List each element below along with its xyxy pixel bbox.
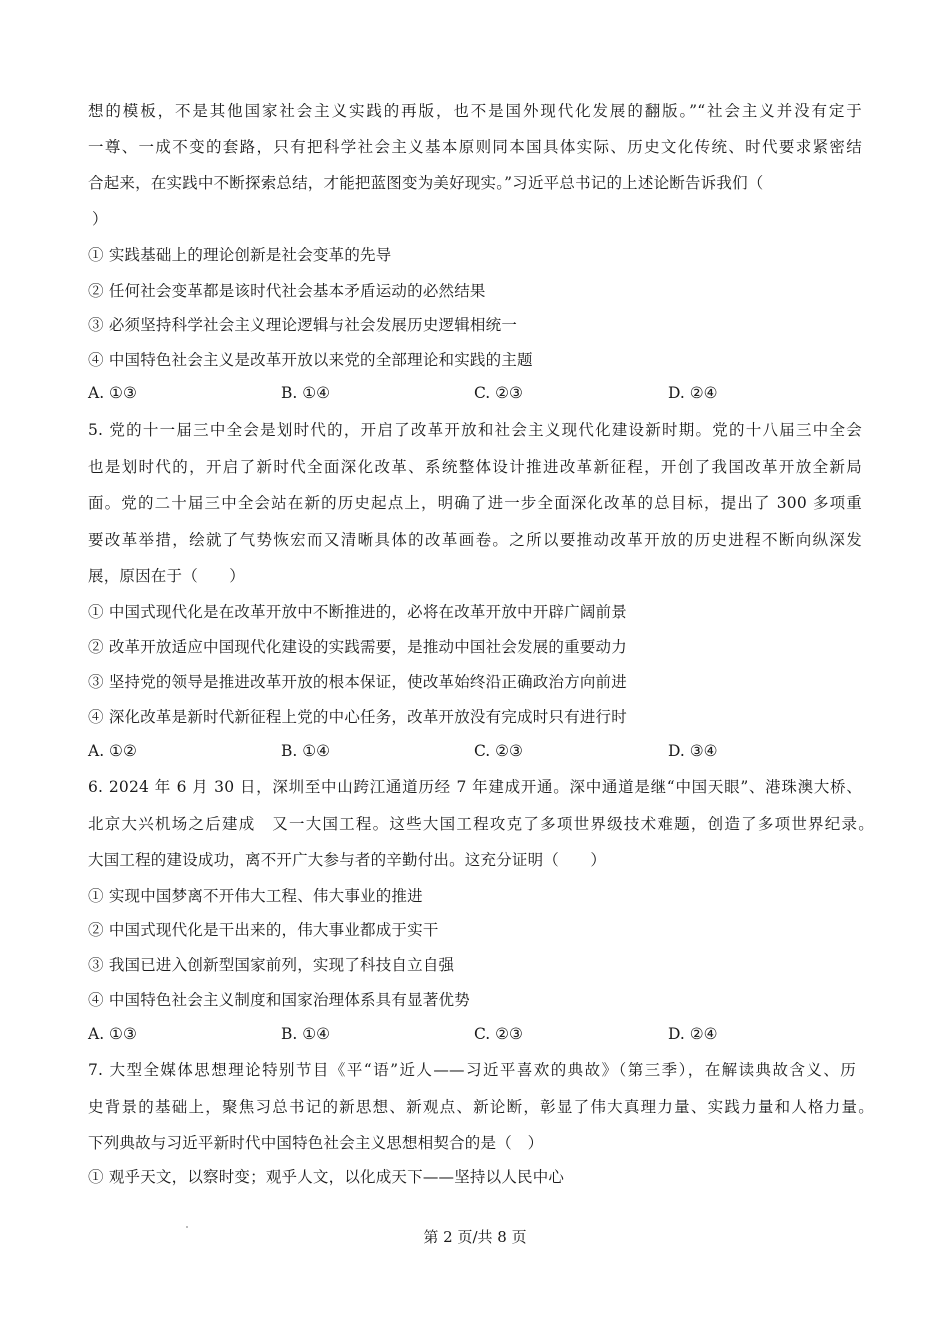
page-footer: 第 2 页/共 8 页 <box>423 1228 527 1246</box>
q6-stem-line-3: 大国工程的建设成功，离不开广大参与者的辛勤付出。这充分证明（ ） <box>88 851 607 869</box>
q6-item-3: ③ 我国已进入创新型国家前列，实现了科技自立自强 <box>88 956 455 974</box>
q5-item-2: ② 改革开放适应中国现代化建设的实践需要，是推动中国社会发展的重要动力 <box>88 638 627 656</box>
q6-option-b[interactable]: B. ①④ <box>281 1025 331 1043</box>
q4-item-1: ① 实践基础上的理论创新是社会变革的先导 <box>88 246 392 264</box>
q4-item-4: ④ 中国特色社会主义是改革开放以来党的全部理论和实践的主题 <box>88 351 533 369</box>
q4-option-a[interactable]: A. ①③ <box>88 384 137 402</box>
q4-item-2: ② 任何社会变革都是该时代社会基本矛盾运动的必然结果 <box>88 282 486 300</box>
q6-option-a[interactable]: A. ①③ <box>88 1025 137 1043</box>
q5-stem-line-4: 要改革举措，绘就了气势恢宏而又清晰具体的改革画卷。之所以要推动改革开放的历史进程不断向纵深发 <box>88 531 862 549</box>
q6-stem-line-1: 6. 2024 年 6 月 30 日，深圳至中山跨江通道历经 7 年建成开通。深中通道是继“中国天眼”、港珠澳大桥、 <box>88 778 862 796</box>
q5-stem-line-1: 5. 党的十一届三中全会是划时代的，开启了改革开放和社会主义现代化建设新时期。党的十八届三中全会 <box>88 421 862 439</box>
q6-item-4: ④ 中国特色社会主义制度和国家治理体系具有显著优势 <box>88 991 470 1009</box>
q5-item-1: ① 中国式现代化是在改革开放中不断推进的，必将在改革开放中开辟广阔前景 <box>88 603 627 621</box>
q4-stem-line-2: 一尊、一成不变的套路，只有把科学社会主义基本原则同本国具体实际、历史文化传统、时代要求紧密结 <box>88 138 862 156</box>
q6-item-2: ② 中国式现代化是干出来的，伟大事业都成于实干 <box>88 921 439 939</box>
q5-options <box>88 740 868 762</box>
q5-stem-line-2: 也是划时代的，开启了新时代全面深化改革、系统整体设计推进改革新征程，开创了我国改革开放全新局 <box>88 458 862 476</box>
q4-option-b[interactable]: B. ①④ <box>281 384 331 402</box>
q4-stem-line-1: 想的模板，不是其他国家社会主义实践的再版，也不是国外现代化发展的翻版。”“社会主义并没有定于 <box>88 102 862 120</box>
q6-item-1: ① 实现中国梦离不开伟大工程、伟大事业的推进 <box>88 887 423 905</box>
q7-stem-line-1: 7. 大型全媒体思想理论特别节目《平“语”近人——习近平喜欢的典故》（第三季），在解读典故含义、历 <box>88 1061 856 1079</box>
q6-option-d[interactable]: D. ②④ <box>668 1025 718 1043</box>
q5-stem-line-3: 面。党的二十届三中全会站在新的历史起点上，明确了进一步全面深化改革的总目标，提出了 300 多项重 <box>88 494 862 512</box>
q5-option-b[interactable]: B. ①④ <box>281 742 331 760</box>
q7-stem-line-3: 下列典故与习近平新时代中国特色社会主义思想相契合的是（ ） <box>88 1134 544 1152</box>
q4-item-3: ③ 必须坚持科学社会主义理论逻辑与社会发展历史逻辑相统一 <box>88 316 518 334</box>
q5-option-a[interactable]: A. ①② <box>88 742 137 760</box>
q4-options <box>88 382 868 404</box>
q4-stem-line-4: ） <box>92 210 108 228</box>
q5-stem-line-5: 展，原因在于（ ） <box>88 567 246 585</box>
q5-item-3: ③ 坚持党的领导是推进改革开放的根本保证，使改革始终沿正确政治方向前进 <box>88 673 627 691</box>
q6-option-c[interactable]: C. ②③ <box>474 1025 523 1043</box>
q4-stem-line-3: 合起来，在实践中不断探索总结，才能把蓝图变为美好现实。”习近平总书记的上述论断告诉我们（ <box>88 174 764 192</box>
q4-option-c[interactable]: C. ②③ <box>474 384 523 402</box>
q4-option-d[interactable]: D. ②④ <box>668 384 718 402</box>
q6-options <box>88 1023 868 1045</box>
q5-option-c[interactable]: C. ②③ <box>474 742 523 760</box>
q6-stem-line-2: 北京大兴机场之后建成 又一大国工程。这些大国工程攻克了多项世界级技术难题，创造了多项世界纪录。 <box>88 815 874 833</box>
q7-item-1: ① 观乎天文，以察时变；观乎人文，以化成天下——坚持以人民中心 <box>88 1168 565 1186</box>
q7-stem-line-2: 史背景的基础上，聚焦习总书记的新思想、新观点、新论断，彰显了伟大真理力量、实践力量和人格力量。 <box>88 1098 874 1116</box>
q5-option-d[interactable]: D. ③④ <box>668 742 718 760</box>
q5-item-4: ④ 深化改革是新时代新征程上党的中心任务，改革开放没有完成时只有进行时 <box>88 708 627 726</box>
